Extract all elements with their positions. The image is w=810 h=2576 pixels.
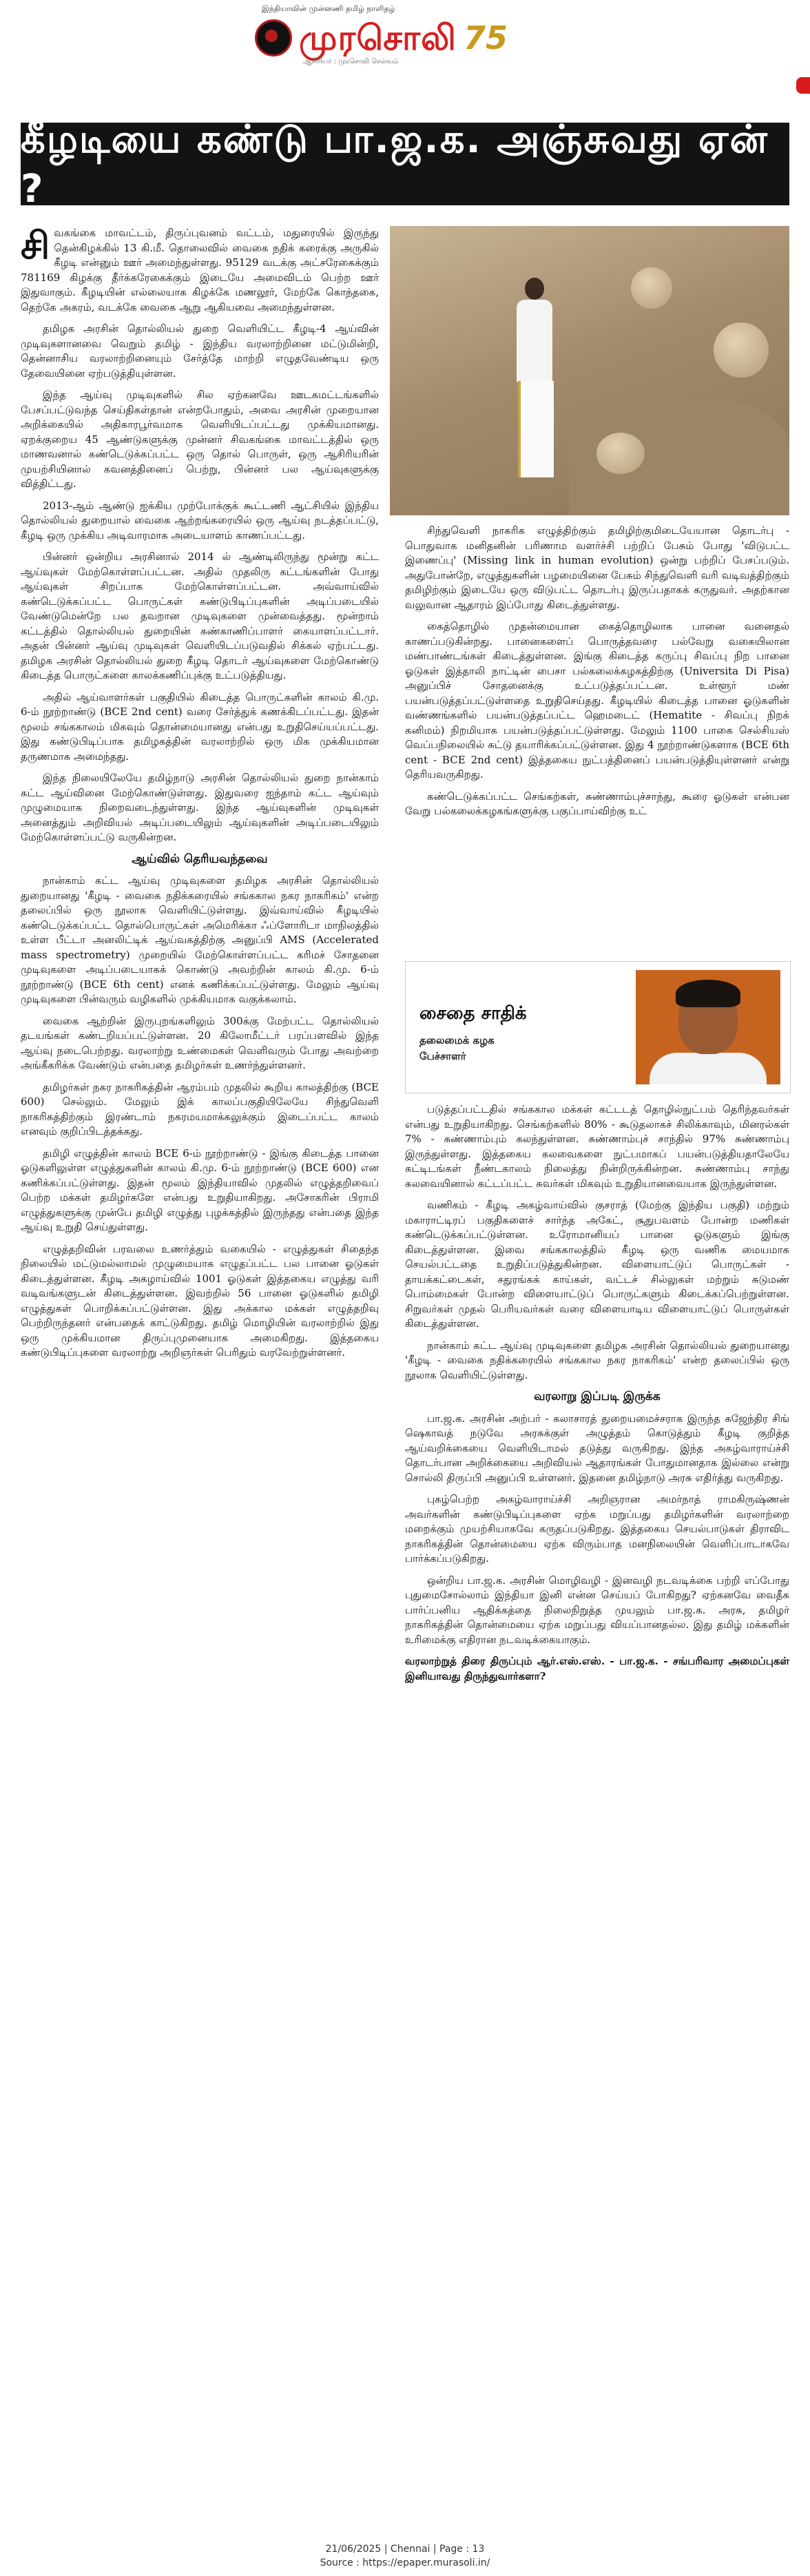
paragraph: பின்னர் ஒன்றிய அரசினால் 2014 ல் ஆண்டிலிருந்து மூன்று கட்ட ஆய்வுகள் மேற்கொள்ளப்பட்டன. அதில் முதலிரு கட்டங்களின் போது ஆய்வுகள் சிறப்பாக மேற்கொள்ளப்பட்டன. அவ்வாய்வில் கண்டெடுக்கப்பட்ட பொருட்கள் கண்டுபிடிப்புகளின் அடிப்படையில் வேண்டுமென்றே பல தவறான முடிவுகளை முன்வைத்தது. மூன்றாம் கட்டத்தில் தொல்லியல் துறையின் கண்காணிப்பாளர் கையாளப்பட்டார். அதன் பின்னர் ஆய்வு முடிவுகள் வெளியிடப்படுவதில் சிக்கல் ஏற்பட்டது. தமிழக அரசின் தொல்லியல் துறை கீழடி தொடர் ஆய்வுகளை மேற்கொண்டு கிடைத்த பொருட்களை காலக்கணிப்புக்கு உட்படுத்தியது. (21, 550, 379, 681)
paragraph: தமிழர்கள் நகர நாகரிகத்தின் ஆரம்பம் முதலில் கூறிய காலத்திற்கு (BCE 600) செல்லும். மேலும் இக் காலப்பகுதியிலேயே சிந்துவெளி நாகரிகத்திற்கும் இரண்டாம் நகரமயமாக்கலுக்கும் இடைப்பட்ட காலம் எனவும் குறிப்பிடத்தக்கது. (21, 1080, 379, 1137)
pot-icon (596, 433, 645, 474)
newspaper-logo[interactable] (255, 14, 558, 62)
section-subheading: வரலாறு இப்படி இருக்க (534, 1390, 661, 1403)
pot-icon (714, 322, 769, 378)
page-corner-tab-icon[interactable] (796, 77, 810, 94)
logo-emblem-icon (255, 19, 292, 56)
paragraph: வணிகம் - கீழடி அகழ்வாய்வில் குசராத் (மேற்கு இந்திய பகுதி) மற்றும் மகாராட்டிரப் பகுதிகளைச் சார்ந்த அகேட், சூதுபவளம் போன்ற மணிகள் கண்டெடுக்கப்பட்டுள்ளன. உரோமானியப் பானை ஓடுகளும் இங்கு கிடைத்துள்ளன. இவை சங்ககாலத்தில் கீழடி ஒரு வணிக மையமாக செயல்பட்டதை உறுதிப்படுத்துகின்றன. விளையாட்டுப் பொருட்கள் - தாயக்கட்டைகள், சதுரங்கக் காய்கள், வட்டச் சில்லுகள் மற்றும் சுடுமண் பொம்மைகள் போன்ற விளையாட்டுப் பொருட்களும் கிடைக்கப்பெற்றுள்ளன. சிறுவர்கள் முதல் பெரியவர்கள் வரை விளையாடிய விளையாட்டுப் பொருள்கள் கிடைத்துள்ளன. (405, 1199, 789, 1330)
paragraph: அதில் ஆய்வாளர்கள் பகுதியில் கிடைத்த பொருட்களின் காலம் கி.மு. 6-ம் நூற்றாண்டு (BCE 2nd cent) வரை சேர்த்துக் கணக்கிடப்பட்டது. இதன் மூலம் சங்ககாலம் மிகவும் தொன்மையானது என்பது உறுதிசெய்யப்பட்டது. இது கண்டுபிடிப்பாக தமிழகத்தின் வரலாற்றில் ஒரு மிக முக்கியமான தருணமாக அமைந்தது. (21, 690, 379, 763)
page-footer (0, 2542, 810, 2570)
author-name: சைதை சாதிக் (419, 1003, 527, 1024)
section-subheading: ஆய்வில் தெரியவந்தவை (132, 852, 268, 866)
paragraph: இந்த ஆய்வு முடிவுகளில் சில ஏற்கனவே ஊடகமட்டங்களில் பேசப்பட்டுவந்த செய்திகள்தான் என்றபோதும், அவை அரசின் முறையான அறிக்கையில் அதிகாரபூர்வமாக வெளியிடப்பட்டது முக்கியமானது. ஏறக்குறைய 45 ஆண்டுகளுக்கு முன்னர் சிவகங்கை மாவட்டத்தில் ஒரு மாணவனால் கண்டெடுக்கப்பட்ட ஒரு தொல் பொருள், ஒரு ஆசிரியரின் முயற்சியினால் கவனத்தினைப் பெற்று, பின்னர் பல ஆய்வுகளுக்கு வித்திட்டது. (21, 389, 379, 490)
footer-date-page: 21/06/2025 | Chennai | Page : 13 (325, 2544, 485, 2555)
paragraph: நான்காம் கட்ட ஆய்வு முடிவுகளை தமிழக அரசின் தொல்லியல் துறையானது 'கீழடி - வைகை நதிக்கரையில் சங்ககால நகர நாகரிகம்' என்ற தலைப்பில் ஒரு நூலாக வெளியிட்டுள்ளது. இவ்வாய்வில் கீழடியில் கண்டெடுக்கப்பட்ட தொல்பொருட்கள் அமெரிக்கா ஃப்ளோரிடா மாநிலத்தில் உள்ள பீட்டா அனலிட்டிக் ஆய்வகத்திற்கு அனுப்பி AMS (Accelerated mass spectrometry) முறையில் மேற்கொள்ளப்பட்ட கரிமச் சோதனை முடிவுகளை அடிப்படையாகக் கொண்டு அவற்றின் காலம் கி.மு. 6-ம் நூற்றாண்டு (BCE 6th cent) எனக் கணிக்கப்பட்டுள்ளது. மேலும் ஆய்வு முடிவுகளை பின்வரும் வழிகளில் முக்கியமாக வகுக்கலாம். (21, 874, 379, 1005)
author-role-secondary: பேச்சாளர் (419, 1050, 466, 1062)
article-headline (21, 116, 789, 212)
dropcap: சி (21, 223, 50, 267)
paragraph: தமிழக அரசின் தொல்லியல் துறை வெளியிட்ட கீழடி-4 ஆய்வின் முடிவுகளானவை வெறும் தமிழ் - இந்திய வரலாற்றினை மட்டுமின்றி, தென்னாசிய வரலாற்றினையும் சேர்த்தே மாற்றி எழுதவேண்டிய ஒரு தேவையினை ஏற்படுத்தியுள்ளன. (21, 322, 379, 380)
paragraph: தமிழி எழுத்தின் காலம் BCE 6-ம் நூற்றாண்டு - இங்கு கிடைத்த பானை ஓடுகளிலுள்ள எழுத்துகளின் காலம் கி.மு. 6-ம் நூற்றாண்டு (BCE 600) என கணிக்கப்பட்டுள்ளது. இதன் மூலம் இந்தியாவில் முதலில் எழுத்தறிவைப் பெற்ற மக்கள் தமிழர்களே என்பது உறுதியாகிறது. அசோகரின் பிராமி எழுத்துகளுக்கு முன்பே தமிழி எழுத்து புழக்கத்தில் இருந்தது என்பதை இந்த ஆய்வு உறுதி செய்துள்ளது. (21, 1146, 379, 1233)
masthead (0, 0, 810, 72)
closing-statement: வரலாற்றுத் திரை திருப்பும் ஆர்.எஸ்.எஸ். - பா.ஜ.க. - சங்பரிவார அமைப்புகள் இனியாவது திருந்துவார்களா? (405, 1655, 789, 1682)
footer-source-link[interactable]: Source : https://epaper.murasoli.in/ (320, 2557, 490, 2568)
paragraph: பா.ஜ.க. அரசின் அற்பர் - கலாசாரத் துறையமைச்சராக இருந்த கஜேந்திர சிங் ஷெகாவத் நடுவே அரசுக்குள் அழுத்தம் கொடுத்தும் கீழடி குறித்த ஆய்வறிக்கையை வெளியிடாமல் தடுத்து வருகிறது. இந்த அகழ்வாராய்ச்சி தொடர்பான அறிக்கையை அறிவியல் ஆதாரங்கள் போதுமானதாக இல்லை என்று சொல்லி திருப்பி அனுப்பி உள்ளனர். இதனை தமிழ்நாடு அரசு எதிர்த்து வருகிறது. (405, 1412, 789, 1484)
paragraph: படுத்தப்பட்டதில் சங்ககால மக்கள் கட்டடத் தொழில்நுட்பம் தெரிந்தவர்கள் என்பது உறுதியாகிறது. செங்கற்களில் 80% - கூடுதலாகச் சிலிக்காவும், மினரல்கள் 7% - சுண்ணாம்பும் கலந்துள்ளன. சுண்ணாம்புச் சாந்தில் 97% சுண்ணாம்பு இருந்துள்ளது. இத்தகைய கலவைகளை நுட்பமாகப் பயன்படுத்தியதாலேயே கட்டிடங்கள் நீண்டகாலம் நிலைத்து நின்றிருக்கின்றன. சுண்ணாம்பு சாந்து கலவையினால் கட்டப்பட்ட சுவர்கள் மிகவும் உறுதியானவையாக இருந்துள்ளன. (405, 1103, 789, 1190)
article-column-right-bottom (405, 1102, 789, 2528)
paragraph: சிந்துவெளி நாகரிக எழுத்திற்கும் தமிழிற்குமிடையேயான தொடர்பு - பொதுவாக மனிதனின் பரிணாம வளர்ச்சி பற்றிப் பேசும் போது 'விடுபட்ட இணைப்பு' (Missing link in human evolution) ஒன்று பற்றிப் பேசப்படும். அதுபோன்றே, எழுத்துகளின் பழமையினை பேசும் சிந்துவெளி வரி வடிவத்திற்கும் தமிழிற்கும் இடையே ஒரு விடுபட்ட தொடர்பு இருப்பதாகக் கருதுவர். அதற்கான வலுவான ஆதாரம் இப்போது கிடைத்துள்ளது. (405, 524, 789, 611)
person-figure (514, 278, 555, 484)
article-photo (390, 226, 789, 515)
paragraph: 2013-ஆம் ஆண்டு ஐக்கிய முற்போக்குக் கூட்டணி ஆட்சியில் இந்திய தொல்லியல் துறையால் வைகை ஆற்றங்கரையில் ஒரு ஆய்வு நடத்தப்பட்டு, கீழடி ஒரு முக்கிய அடிவாரமாக அடையாளம் காணப்பட்டது. (21, 499, 379, 542)
paragraph: வைகை ஆற்றின் இருபுறங்களிலும் 300க்கு மேற்பட்ட தொல்லியல் தடயங்கள் கண்டறியப்பட்டுள்ளன. 20 கிலோமீட்டர் பரப்பளவில் இந்த ஆய்வு நடைபெற்றது. வரலாற்று உண்மைகள் வெளிவரும் போது அவற்றை அங்கீகரிக்க வேண்டும் என்பதை தமிழர்கள் உணர்ந்துள்ளனர். (21, 1014, 379, 1071)
anniversary-badge: 75 (464, 19, 508, 56)
paragraph: சிவகங்கை மாவட்டம், திருப்புவனம் வட்டம், மதுரையில் இருந்து தென்கிழக்கில் 13 கி.மீ. தொலைவில் வைகை நதிக் கரைக்கு அருகில் கீழடி என்னும் ஊர் அமைந்துள்ளது. 95129 வடக்கு அட்சரேகைக்கும் 781169 கிழக்கு தீர்க்கரேகைக்கும் இடையே அமைவிடம் பெற்ற ஊர் இதுவாகும். கீழடியின் எல்லையாக கிழக்கே மணலூர், மேற்கே கொந்தகை, தெற்கே அகரம், வடக்கே வைகை ஆறு ஆகியவை அமைந்துள்ளன. (21, 223, 379, 313)
author-portrait (636, 970, 780, 1084)
author-role: தலைமைக் கழக (419, 1034, 495, 1047)
author-byline (405, 961, 791, 1093)
masthead-sub: ஆசிரியர் : முரசொலி செல்வம் (303, 58, 399, 65)
pot-icon (631, 267, 672, 309)
paragraph: நான்காம் கட்ட ஆய்வு முடிவுகளை தமிழக அரசின் தொல்லியல் துறையானது 'கீழடி - வைகை நதிக்கரையில் சங்ககால நகர நாகரிகம்' என்ற தலைப்பில் ஒரு நூலாக வெளியிட்டுள்ளது. (405, 1339, 789, 1381)
paragraph: புகழ்பெற்ற அகழ்வாராய்ச்சி அறிஞரான அமர்நாத் ராமகிருஷ்ணன் அவர்களின் கண்டுபிடிப்புகளை ஏற்க மறுப்பது தமிழர்களின் வரலாற்றை மறைக்கும் முயற்சியாகவே கருதப்படுகிறது. இத்தகைய செயல்பாடுகள் திராவிட நாகரிகத்தின் தொன்மையை ஏற்க விரும்பாத மனநிலையின் வெளிப்பாடாகவே பார்க்கப்படுகிறது. (405, 1493, 789, 1565)
article-column-right-top (405, 524, 789, 954)
paragraph: ஒன்றிய பா.ஜ.க. அரசின் மொழிவழி - இனவழி நடவடிக்கை பற்றி எப்போது புதுமைசோல்லாம் இந்தியா இனி என்ன செய்யப் போகிறது? ஏற்கனவே வைதீக பார்ப்பனிய ஆதிக்கத்தை நிலைநிறுத்த முயலும் பா.ஜ.க. அரசு, தமிழர் நாகரிகத்தின் தொன்மையை ஏற்க மறுப்பது வியப்பானதல்ல. இது தமிழ் மக்களின் உரிமைக்கு எதிரான நடவடிக்கையாகும். (405, 1574, 789, 1646)
headline-text: கீழடியை கண்டு பா.ஜ.க. அஞ்சுவது ஏன் ? (21, 116, 769, 212)
masthead-tagline: இந்தியாவின் முன்னணி தமிழ் நாளிதழ் (262, 4, 395, 13)
paragraph: எழுத்தறிவின் பரவலை உணர்த்தும் வகையில் - எழுத்துகள் சிதைந்த நிலையில் மட்டுமல்லாமல் முழுமையாக எழுதப்பட்ட பல பானை ஓடுகள் கிடைத்துள்ளன. கீழடி அகழாய்வில் 1001 ஓடுகள் இத்தகைய எழுத்து வரி வடிவங்களுடன் கிடைத்துள்ளன. இவற்றில் 56 பானை ஓடுகளில் தமிழி எழுத்துகள் பொறிக்கப்பட்டுள்ளன. இது அக்கால மக்கள் எழுத்தறிவு பெற்றிருந்தனர் என்பதைக் காட்டுகிறது. தமிழ் மொழியின் வரலாற்றில் இது ஒரு முக்கியமான திருப்புமுனையாக அமைகிறது. இத்தகைய கண்டுபிடிப்புகளை வரலாற்று அறிஞர்கள் பெரிதும் வரவேற்றுள்ளனர். (21, 1242, 379, 1359)
article-column-left (21, 223, 379, 2513)
logo-text: முரசொலி (299, 18, 457, 58)
paragraph: இந்த நிலையிலேயே தமிழ்நாடு அரசின் தொல்லியல் துறை நான்காம் கட்ட ஆய்வினை மேற்கொண்டுள்ளது. இதுவரை ஐந்தாம் கட்ட ஆய்வும் முழுமையாக நிறைவடைந்துள்ளது. இந்த ஆய்வுகளின் முடிவுகள் அனைத்தும் அறிவியல் அடிப்படையிலும் ஆய்வுகளின் அடிப்படையிலும் மேற்கொள்ளப்பட்டு வருகின்றன. (21, 772, 379, 843)
paragraph: கைத்தொழில் முதன்மையான கைத்தொழிலாக பானை வனைதல் காணப்படுகின்றது. பானைகளைப் பொருத்தவரை பல்வேறு வகையிலான மண்பாண்டங்கள் கிடைத்துள்ளன. இங்கு கிடைத்த கருப்பு சிவப்பு நிற பானை ஓடுகள் இத்தாலி நாட்டின் பைசா பல்கலைக்கழகத்திற்கு (Universita Di Pisa) அனுப்பிச் சோதனைக்கு உட்படுத்தப்பட்டன. உள்ளூர் மண் பயன்படுத்தப்பட்டுள்ளதை உறுதிசெய்தது. கீழடியில் கிடைத்த பானை ஓடுகளின் வண்ணங்களில் பயன்படுத்தப்பட்ட ஹெமடைட் (Hematite - சிவப்பு நிறக் கனிமம்) நிறமியாக பயன்படுத்தப்பட்டுள்ளது. மேலும் 1100 பாகை செல்சியஸ் வெப்பநிலையில் சுட்டு தயாரிக்கப்பட்டுள்ளன. இது 4 நூற்றாண்டுகளாக (BCE 6th cent - BCE 2nd cent) இத்தகைய நுட்பத்தினைப் பயன்படுத்தியுள்ளனர் என்று தெரியவருகிறது. (405, 620, 789, 781)
paragraph: கண்டெடுக்கப்பட்ட செங்கற்கள், சுண்ணாம்புச்சாந்து, கூரை ஓடுகள் என்பன வேறு பல்கலைக்கழகங்களுக்கு பகுப்பாய்விற்கு உட் (405, 790, 789, 817)
